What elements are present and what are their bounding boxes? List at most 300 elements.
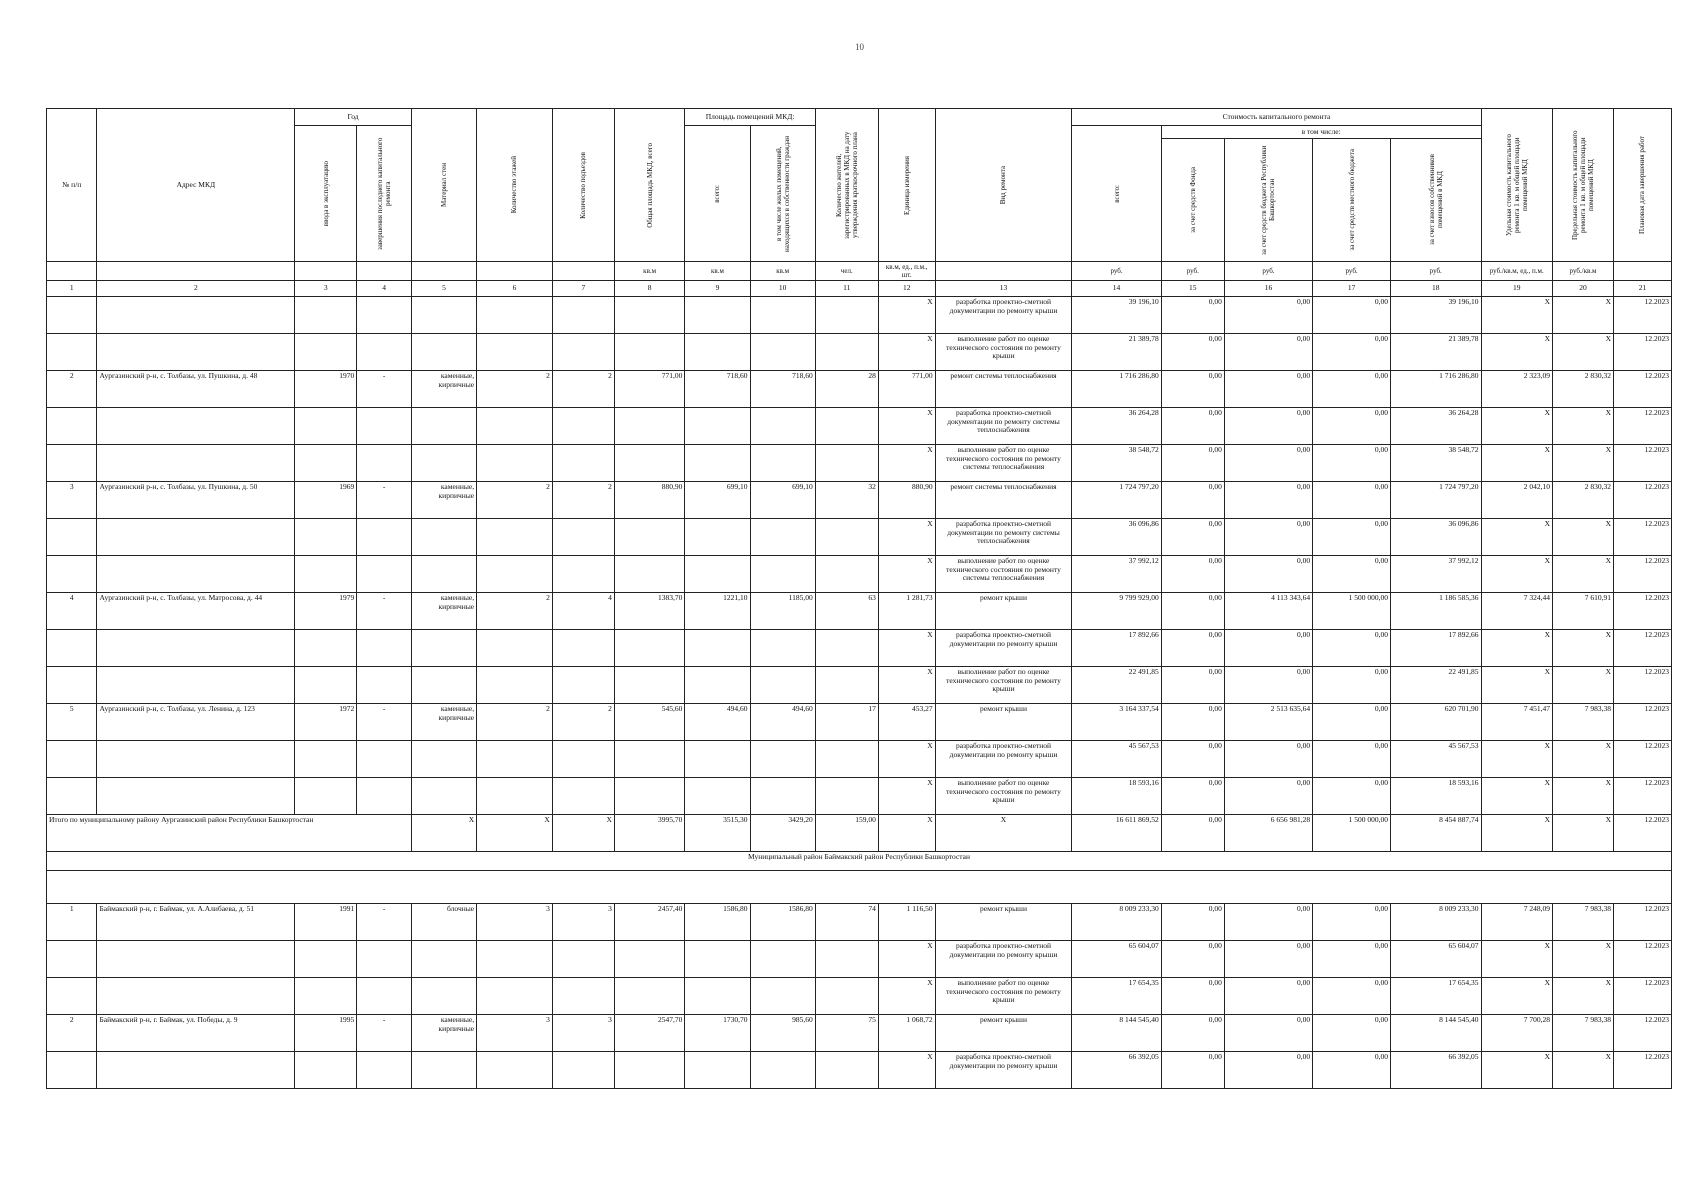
row-total-area: 545,60	[614, 704, 684, 741]
row-max-cost: X	[1553, 334, 1614, 371]
row-premises-total: 699,10	[685, 482, 750, 519]
row-cost-republic: 0,00	[1224, 667, 1312, 704]
row-floors: 2	[477, 704, 553, 741]
empty-cell	[552, 445, 614, 482]
row-cost-total: 37 992,12	[1072, 556, 1161, 593]
row-wall-material: каменные, кирпичные	[411, 704, 476, 741]
row-entrances: 2	[552, 704, 614, 741]
unit-cell: кв.м	[614, 262, 684, 281]
empty-cell	[477, 408, 553, 445]
row-specific-cost: X	[1481, 667, 1553, 704]
header-entrances: Количество подъездов	[552, 109, 614, 262]
row-premises-total: 1586,80	[685, 904, 750, 941]
empty-cell	[411, 445, 476, 482]
empty-cell	[815, 297, 878, 334]
house-row	[47, 371, 1672, 408]
col-number: 2	[97, 281, 295, 297]
row-cost-owners: 1 186 585,36	[1391, 593, 1482, 630]
row-cost-owners: 1 716 286,80	[1391, 371, 1482, 408]
work-row	[47, 941, 1672, 978]
work-row	[47, 978, 1672, 1015]
row-specific-cost: X	[1481, 519, 1553, 556]
row-cost-total: 39 196,10	[1072, 297, 1161, 334]
empty-cell	[477, 445, 553, 482]
row-specific-cost: X	[1481, 408, 1553, 445]
header-year: Год	[295, 109, 412, 126]
row-planned-date: 12.2023	[1614, 556, 1672, 593]
empty-cell	[47, 667, 97, 704]
row-measure: 1 116,50	[878, 904, 935, 941]
row-year-last-repair: -	[357, 704, 412, 741]
row-cost-fund: 0,00	[1161, 371, 1224, 408]
empty-cell	[477, 334, 553, 371]
row-work-type: выполнение работ по оценке технического состояния по ремонту системы теплоснабжения	[935, 556, 1072, 593]
row-floors: 3	[477, 904, 553, 941]
capital-repair-table	[46, 108, 1672, 1089]
row-wall-material: каменные, кирпичные	[411, 482, 476, 519]
empty-cell	[411, 778, 476, 815]
row-cost-republic: 2 513 635,64	[1224, 704, 1312, 741]
empty-cell	[750, 941, 815, 978]
empty-cell	[552, 941, 614, 978]
row-work-type: выполнение работ по оценке технического состояния по ремонту системы теплоснабжения	[935, 445, 1072, 482]
row-cost-republic: 0,00	[1224, 904, 1312, 941]
header-premises-total: всего:	[685, 126, 750, 262]
row-residents: 17	[815, 704, 878, 741]
empty-cell	[295, 941, 357, 978]
empty-cell	[614, 1052, 684, 1089]
empty-cell	[815, 741, 878, 778]
unit-cell: кв.м	[685, 262, 750, 281]
row-cost-republic: 0,00	[1224, 630, 1312, 667]
total-entrances: X	[552, 815, 614, 852]
work-row	[47, 1052, 1672, 1089]
row-cost-local: 0,00	[1313, 978, 1391, 1015]
total-label: Итого по муниципальному району Аургазинский район Республики Башкортостан	[47, 815, 412, 852]
empty-cell	[614, 741, 684, 778]
row-residents: 63	[815, 593, 878, 630]
row-cost-owners: 39 196,10	[1391, 297, 1482, 334]
empty-cell	[552, 630, 614, 667]
row-measure: X	[878, 556, 935, 593]
row-cost-total: 36 264,28	[1072, 408, 1161, 445]
row-max-cost: X	[1553, 297, 1614, 334]
empty-cell	[357, 741, 412, 778]
row-num: 3	[47, 482, 97, 519]
empty-cell	[750, 741, 815, 778]
empty-cell	[815, 667, 878, 704]
row-total-area: 2457,40	[614, 904, 684, 941]
total-area: 3995,70	[614, 815, 684, 852]
row-specific-cost: X	[1481, 334, 1553, 371]
empty-cell	[411, 978, 476, 1015]
empty-cell	[750, 778, 815, 815]
col-number: 8	[614, 281, 684, 297]
row-work-type: разработка проектно-сметной документации по ремонту крыши	[935, 630, 1072, 667]
unit-cell: чел.	[815, 262, 878, 281]
header-including: в том числе:	[1161, 126, 1481, 139]
row-cost-local: 0,00	[1313, 741, 1391, 778]
row-cost-fund: 0,00	[1161, 482, 1224, 519]
empty-cell	[614, 334, 684, 371]
work-row	[47, 519, 1672, 556]
row-address: Аургазинский р-н, с. Толбазы, ул. Пушкина, д. 50	[97, 482, 295, 519]
row-cost-republic: 0,00	[1224, 445, 1312, 482]
row-specific-cost: 2 042,10	[1481, 482, 1553, 519]
empty-cell	[97, 408, 295, 445]
row-cost-local: 0,00	[1313, 519, 1391, 556]
row-work-type: ремонт системы теплоснабжения	[935, 482, 1072, 519]
row-cost-republic: 0,00	[1224, 334, 1312, 371]
row-cost-local: 0,00	[1313, 904, 1391, 941]
row-cost-republic: 0,00	[1224, 778, 1312, 815]
header-cost-owners: за счет взносов собственников помещений в МКД	[1391, 139, 1482, 262]
municipality-header: Муниципальный район Баймакский район Республики Башкортостан	[47, 852, 1672, 871]
empty-cell	[411, 741, 476, 778]
empty-cell	[685, 741, 750, 778]
row-address: Баймакский р-н, г. Баймак, ул. А.Алибаева, д. 51	[97, 904, 295, 941]
empty-cell	[357, 408, 412, 445]
empty-cell	[614, 408, 684, 445]
row-year-commission: 1995	[295, 1015, 357, 1052]
empty-cell	[357, 630, 412, 667]
empty-cell	[97, 941, 295, 978]
total-spec: X	[1481, 815, 1553, 852]
row-floors: 2	[477, 593, 553, 630]
total-premises-paying: 3429,20	[750, 815, 815, 852]
unit-cell: кв.м, ед., п.м., шт.	[878, 262, 935, 281]
empty-cell	[815, 408, 878, 445]
header-cost-total: всего:	[1072, 126, 1161, 262]
empty-cell	[47, 941, 97, 978]
empty-cell	[47, 978, 97, 1015]
row-num: 2	[47, 1015, 97, 1052]
col-number: 10	[750, 281, 815, 297]
empty-cell	[614, 667, 684, 704]
empty-cell	[295, 519, 357, 556]
empty-cell	[357, 1052, 412, 1089]
row-measure: 771,00	[878, 371, 935, 408]
row-cost-owners: 8 144 545,40	[1391, 1015, 1482, 1052]
table-body-baymaksky	[47, 904, 1672, 1089]
empty-cell	[477, 297, 553, 334]
row-cost-local: 0,00	[1313, 1052, 1391, 1089]
col-number: 16	[1224, 281, 1312, 297]
table-header	[47, 109, 1672, 297]
header-cost: Стоимость капитального ремонта	[1072, 109, 1481, 126]
empty-cell	[614, 630, 684, 667]
row-year-last-repair: -	[357, 593, 412, 630]
row-cost-fund: 0,00	[1161, 904, 1224, 941]
row-cost-republic: 0,00	[1224, 1015, 1312, 1052]
row-cost-owners: 1 724 797,20	[1391, 482, 1482, 519]
row-year-commission: 1991	[295, 904, 357, 941]
row-entrances: 2	[552, 371, 614, 408]
row-cost-owners: 21 389,78	[1391, 334, 1482, 371]
row-measure: 880,90	[878, 482, 935, 519]
row-cost-local: 0,00	[1313, 334, 1391, 371]
total-work: X	[935, 815, 1072, 852]
municipality-header-row	[47, 852, 1672, 871]
row-planned-date: 12.2023	[1614, 630, 1672, 667]
row-max-cost: X	[1553, 556, 1614, 593]
empty-cell	[815, 1052, 878, 1089]
row-specific-cost: X	[1481, 445, 1553, 482]
row-measure: X	[878, 445, 935, 482]
row-cost-republic: 0,00	[1224, 297, 1312, 334]
row-specific-cost: 7 700,28	[1481, 1015, 1553, 1052]
row-measure: X	[878, 941, 935, 978]
empty-cell	[97, 556, 295, 593]
empty-cell	[47, 630, 97, 667]
total-cost: 16 611 869,52	[1072, 815, 1161, 852]
empty-cell	[97, 519, 295, 556]
row-wall-material: каменные, кирпичные	[411, 371, 476, 408]
row-planned-date: 12.2023	[1614, 904, 1672, 941]
empty-cell	[97, 297, 295, 334]
empty-cell	[750, 297, 815, 334]
empty-cell	[47, 334, 97, 371]
row-wall-material: каменные, кирпичные	[411, 593, 476, 630]
empty-cell	[552, 556, 614, 593]
unit-cell: руб./кв.м	[1553, 262, 1614, 281]
row-year-last-repair: -	[357, 482, 412, 519]
row-measure: X	[878, 519, 935, 556]
work-row	[47, 667, 1672, 704]
row-residents: 32	[815, 482, 878, 519]
row-planned-date: 12.2023	[1614, 445, 1672, 482]
empty-cell	[552, 667, 614, 704]
empty-cell	[477, 556, 553, 593]
row-year-last-repair: -	[357, 904, 412, 941]
col-number: 17	[1313, 281, 1391, 297]
row-cost-local: 0,00	[1313, 297, 1391, 334]
total-measure: X	[878, 815, 935, 852]
row-cost-republic: 0,00	[1224, 519, 1312, 556]
row-cost-fund: 0,00	[1161, 1015, 1224, 1052]
empty-cell	[477, 978, 553, 1015]
row-cost-fund: 0,00	[1161, 334, 1224, 371]
row-cost-republic: 0,00	[1224, 556, 1312, 593]
work-row	[47, 556, 1672, 593]
empty-cell	[477, 741, 553, 778]
empty-cell	[552, 519, 614, 556]
row-max-cost: 7 610,91	[1553, 593, 1614, 630]
row-cost-fund: 0,00	[1161, 741, 1224, 778]
row-premises-total: 1730,70	[685, 1015, 750, 1052]
row-max-cost: X	[1553, 667, 1614, 704]
unit-cell: кв.м	[750, 262, 815, 281]
col-number: 21	[1614, 281, 1672, 297]
row-max-cost: 7 983,38	[1553, 1015, 1614, 1052]
col-number: 12	[878, 281, 935, 297]
row-wall-material: блочные	[411, 904, 476, 941]
row-planned-date: 12.2023	[1614, 482, 1672, 519]
row-premises-total: 1221,10	[685, 593, 750, 630]
empty-cell	[47, 408, 97, 445]
empty-cell	[815, 630, 878, 667]
row-planned-date: 12.2023	[1614, 667, 1672, 704]
row-cost-local: 0,00	[1313, 667, 1391, 704]
row-cost-owners: 22 491,85	[1391, 667, 1482, 704]
row-max-cost: 2 830,32	[1553, 371, 1614, 408]
total-owners: 8 454 887,74	[1391, 815, 1482, 852]
empty-cell	[47, 778, 97, 815]
empty-cell	[685, 941, 750, 978]
row-work-type: разработка проектно-сметной документации по ремонту крыши	[935, 941, 1072, 978]
row-max-cost: X	[1553, 408, 1614, 445]
work-row	[47, 334, 1672, 371]
empty-cell	[614, 297, 684, 334]
row-specific-cost: X	[1481, 630, 1553, 667]
page-number: 10	[855, 42, 864, 52]
unit-cell: руб.	[1072, 262, 1161, 281]
empty-cell	[552, 1052, 614, 1089]
empty-cell	[614, 941, 684, 978]
row-specific-cost: X	[1481, 297, 1553, 334]
unit-cell: руб.	[1224, 262, 1312, 281]
header-cost-local: за счет средств местного бюджета	[1313, 139, 1391, 262]
empty-cell	[97, 630, 295, 667]
row-cost-total: 22 491,85	[1072, 667, 1161, 704]
empty-cell	[97, 978, 295, 1015]
empty-cell	[295, 334, 357, 371]
row-measure: 1 281,73	[878, 593, 935, 630]
empty-cell	[477, 630, 553, 667]
house-row	[47, 904, 1672, 941]
row-cost-owners: 37 992,12	[1391, 556, 1482, 593]
empty-cell	[47, 556, 97, 593]
row-num: 1	[47, 904, 97, 941]
row-work-type: выполнение работ по оценке технического состояния по ремонту крыши	[935, 334, 1072, 371]
row-work-type: ремонт системы теплоснабжения	[935, 371, 1072, 408]
row-cost-local: 0,00	[1313, 445, 1391, 482]
row-planned-date: 12.2023	[1614, 593, 1672, 630]
empty-cell	[295, 630, 357, 667]
row-cost-republic: 4 113 343,64	[1224, 593, 1312, 630]
row-max-cost: X	[1553, 519, 1614, 556]
header-premises-paying: в том числе жилых помещений, находящихся в собственности граждан	[750, 126, 815, 262]
empty-cell	[411, 519, 476, 556]
row-cost-local: 0,00	[1313, 482, 1391, 519]
row-entrances: 2	[552, 482, 614, 519]
row-work-type: разработка проектно-сметной документации по ремонту системы теплоснабжения	[935, 519, 1072, 556]
empty-cell	[357, 941, 412, 978]
empty-cell	[750, 630, 815, 667]
total-mat: X	[411, 815, 476, 852]
row-address: Аургазинский р-н, с. Толбазы, ул. Ленина, д. 123	[97, 704, 295, 741]
row-residents: 75	[815, 1015, 878, 1052]
empty-cell	[750, 667, 815, 704]
empty-cell	[295, 556, 357, 593]
table-body-aurgazinsky	[47, 297, 1672, 815]
row-max-cost: X	[1553, 741, 1614, 778]
row-cost-total: 38 548,72	[1072, 445, 1161, 482]
row-premises-paying: 699,10	[750, 482, 815, 519]
total-date: 12.2023	[1614, 815, 1672, 852]
empty-cell	[614, 778, 684, 815]
row-premises-paying: 1586,80	[750, 904, 815, 941]
empty-cell	[552, 741, 614, 778]
empty-cell	[295, 1052, 357, 1089]
empty-cell	[97, 334, 295, 371]
empty-cell	[97, 1052, 295, 1089]
empty-cell	[685, 334, 750, 371]
empty-cell	[685, 778, 750, 815]
row-cost-fund: 0,00	[1161, 630, 1224, 667]
row-year-commission: 1979	[295, 593, 357, 630]
row-cost-local: 0,00	[1313, 704, 1391, 741]
empty-cell	[815, 778, 878, 815]
row-premises-paying: 1185,00	[750, 593, 815, 630]
row-cost-local: 0,00	[1313, 941, 1391, 978]
empty-cell	[47, 445, 97, 482]
row-cost-local: 0,00	[1313, 556, 1391, 593]
row-cost-owners: 38 548,72	[1391, 445, 1482, 482]
col-number: 5	[411, 281, 476, 297]
row-floors: 3	[477, 1015, 553, 1052]
total-republic: 6 656 981,28	[1224, 815, 1312, 852]
empty-cell	[685, 445, 750, 482]
row-premises-paying: 985,60	[750, 1015, 815, 1052]
row-cost-local: 0,00	[1313, 408, 1391, 445]
row-measure: X	[878, 667, 935, 704]
row-max-cost: X	[1553, 630, 1614, 667]
row-planned-date: 12.2023	[1614, 408, 1672, 445]
row-address: Аургазинский р-н, с. Толбазы, ул. Пушкина, д. 48	[97, 371, 295, 408]
col-number: 11	[815, 281, 878, 297]
empty-cell	[295, 667, 357, 704]
empty-cell	[357, 334, 412, 371]
row-cost-fund: 0,00	[1161, 593, 1224, 630]
row-cost-fund: 0,00	[1161, 519, 1224, 556]
house-row	[47, 482, 1672, 519]
row-planned-date: 12.2023	[1614, 297, 1672, 334]
empty-cell	[295, 978, 357, 1015]
empty-cell	[614, 978, 684, 1015]
row-entrances: 3	[552, 904, 614, 941]
row-premises-total: 718,60	[685, 371, 750, 408]
total-row	[47, 815, 1672, 852]
unit-cell: руб./кв.м, ед., п.м.	[1481, 262, 1553, 281]
row-measure: 453,27	[878, 704, 935, 741]
empty-cell	[97, 741, 295, 778]
empty-cell	[552, 297, 614, 334]
row-measure: X	[878, 741, 935, 778]
row-work-type: разработка проектно-сметной документации по ремонту крыши	[935, 297, 1072, 334]
empty-cell	[685, 630, 750, 667]
header-address: Адрес МКД	[97, 109, 295, 262]
row-cost-total: 17 892,66	[1072, 630, 1161, 667]
row-measure: X	[878, 334, 935, 371]
row-cost-owners: 36 264,28	[1391, 408, 1482, 445]
row-max-cost: 2 830,32	[1553, 482, 1614, 519]
row-measure: X	[878, 978, 935, 1015]
row-total-area: 2547,70	[614, 1015, 684, 1052]
row-num: 2	[47, 371, 97, 408]
total-max: X	[1553, 815, 1614, 852]
row-cost-republic: 0,00	[1224, 408, 1312, 445]
work-row	[47, 297, 1672, 334]
row-cost-total: 1 724 797,20	[1072, 482, 1161, 519]
empty-cell	[750, 519, 815, 556]
empty-cell	[357, 978, 412, 1015]
house-row	[47, 1015, 1672, 1052]
row-work-type: выполнение работ по оценке технического состояния по ремонту крыши	[935, 778, 1072, 815]
row-measure: 1 068,72	[878, 1015, 935, 1052]
empty-cell	[750, 445, 815, 482]
row-cost-total: 1 716 286,80	[1072, 371, 1161, 408]
